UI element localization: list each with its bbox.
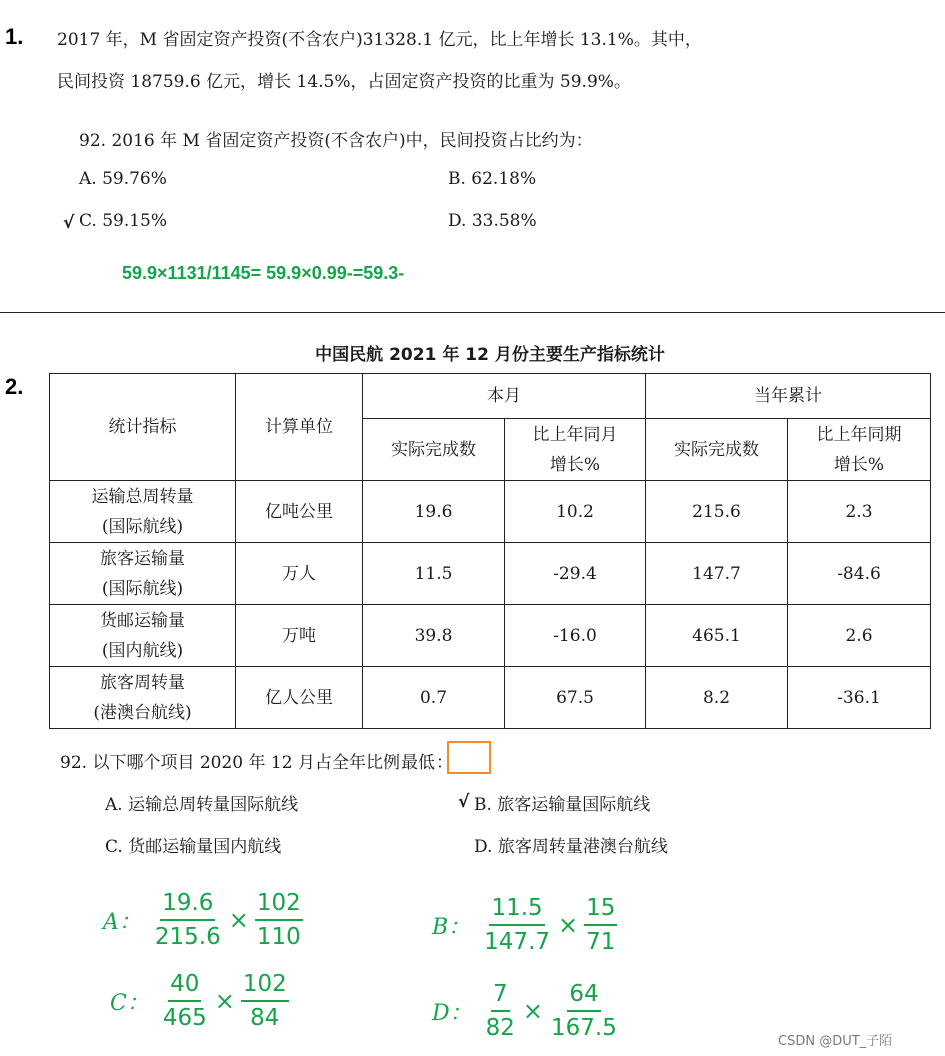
calc-a-den2: 110 [256,924,301,950]
calc-d-num1: 7 [491,978,510,1012]
calc-d-label: D： [432,1000,472,1026]
row-month-actual: 0.7 [363,667,505,729]
q1-question: 92. 2016 年 M 省固定资产投资(不含农户)中，民间投资占比约为： [79,131,593,151]
watermark: CSDN @DUT_子陌 [778,1034,893,1049]
q1-correct-check-icon: √ [63,213,75,233]
section-divider [0,312,945,313]
statistics-table [49,373,931,729]
q1-passage-line-1: 2017 年，M 省固定资产投资(不含农户)31328.1 亿元，比上年增长 13.1%。其中， [57,30,702,50]
row-month-actual: 19.6 [363,481,505,543]
row-unit: 亿吨公里 [236,481,363,543]
header-month-actual: 实际完成数 [363,419,505,481]
header-year-actual: 实际完成数 [646,419,788,481]
q1-option-b: B. 62.18% [448,169,537,189]
row-year-growth: -36.1 [788,667,931,729]
calc-b-den1: 147.7 [484,929,551,955]
header-this-month: 本月 [363,374,646,419]
row-year-actual: 147.7 [646,543,788,605]
calc-a-den1: 215.6 [154,924,221,950]
q2-question-suffix: ： [435,753,453,773]
row-unit: 万人 [236,543,363,605]
row-indicator: 旅客运输量 (国际航线) [50,543,236,605]
calc-b-den2: 71 [586,929,616,955]
row-year-growth: 2.3 [788,481,931,543]
calc-d [432,978,623,1044]
row-month-growth: -29.4 [505,543,646,605]
question-1-number: 1. [5,24,24,49]
calc-b-num2: 15 [584,892,617,926]
row-year-actual: 465.1 [646,605,788,667]
calc-b-num1: 11.5 [489,892,544,926]
row-year-growth: 2.6 [788,605,931,667]
q1-calculation-note: 59.9×1131/1145= 59.9×0.99-=59.3- [122,263,405,283]
times-icon: × [214,987,235,1015]
row-month-actual: 11.5 [363,543,505,605]
row-indicator: 运输总周转量 (国际航线) [50,481,236,543]
times-icon: × [558,911,579,939]
calc-a [103,887,307,953]
header-month-growth: 比上年同月 增长% [505,419,646,481]
q2-option-b: B. 旅客运输量国际航线 [474,795,651,815]
q2-question [60,748,453,773]
calc-c-label: C： [110,990,149,1016]
row-year-actual: 215.6 [646,481,788,543]
calc-c-den1: 465 [162,1005,207,1031]
calc-b [432,892,621,958]
row-indicator: 货邮运输量 (国内航线) [50,605,236,667]
highlight-box [447,741,491,774]
calc-d-den2: 167.5 [551,1015,617,1041]
q2-option-c: C. 货邮运输量国内航线 [105,837,282,857]
q1-option-d: D. 33.58% [448,211,537,231]
q2-correct-check-icon: √ [458,792,470,812]
calc-a-num2: 102 [255,887,303,921]
calc-d-den1: 82 [485,1015,515,1041]
q1-passage-line-2: 民间投资 18759.6 亿元，增长 14.5%，占固定资产投资的比重为 59.9%。 [57,72,631,92]
row-month-growth: 67.5 [505,667,646,729]
times-icon: × [522,997,544,1025]
calc-d-num2: 64 [567,978,600,1012]
row-month-growth: 10.2 [505,481,646,543]
row-unit: 亿人公里 [236,667,363,729]
table-row [50,481,931,543]
calc-a-num1: 19.6 [160,887,215,921]
q2-question-prefix: 92. 以下哪个项目 2020 年 12 月占全年比例 [60,753,400,773]
header-indicator: 统计指标 [50,374,236,481]
table-row [50,543,931,605]
q1-option-a: A. 59.76% [79,169,167,189]
calc-c-num2: 102 [241,968,289,1002]
row-month-actual: 39.8 [363,605,505,667]
q2-option-d: D. 旅客周转量港澳台航线 [474,837,668,857]
table-row [50,605,931,667]
times-icon: × [228,906,249,934]
row-year-actual: 8.2 [646,667,788,729]
calc-c-den2: 84 [250,1005,280,1031]
calc-c [110,968,293,1034]
row-year-growth: -84.6 [788,543,931,605]
row-indicator: 旅客周转量 (港澳台航线) [50,667,236,729]
row-unit: 万吨 [236,605,363,667]
header-year-growth: 比上年同期 增长% [788,419,931,481]
row-month-growth: -16.0 [505,605,646,667]
q2-option-a: A. 运输总周转量国际航线 [105,795,299,815]
table-row [50,667,931,729]
calc-c-num1: 40 [168,968,201,1002]
calc-a-label: A： [103,909,141,935]
q2-question-highlight: 最低 [400,753,435,773]
table-title: 中国民航 2021 年 12 月份主要生产指标统计 [315,345,665,365]
header-unit: 计算单位 [236,374,363,481]
q1-option-c: C. 59.15% [79,211,168,231]
calc-b-label: B： [432,914,471,940]
header-year-cumulative: 当年累计 [646,374,931,419]
question-2-number: 2. [5,374,24,399]
